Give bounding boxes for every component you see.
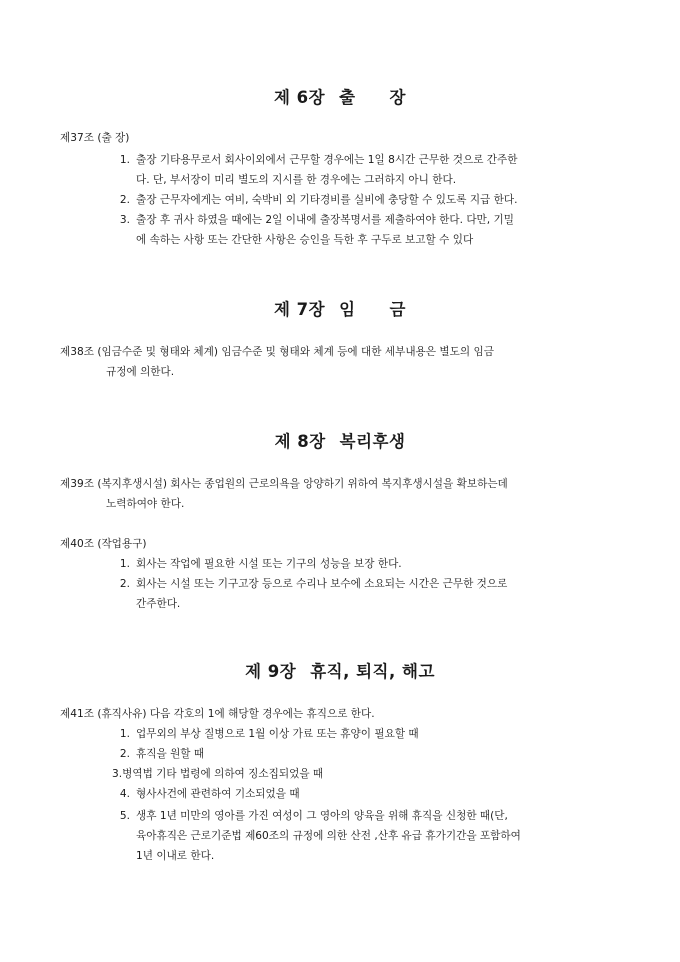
chapter-title-part: 장 [389,88,406,107]
item-text: 회사는 시설 또는 기구고장 등으로 수리나 보수에 소요되는 시간은 근무한 것으로 [136,578,508,590]
item-text-continued: 에 속하는 사항 또는 간단한 사항은 승인을 득한 후 구두로 보고할 수 있다 [136,234,474,246]
item-text: 업무외의 부상 질병으로 1월 이상 가료 또는 휴양이 필요할 때 [136,728,419,740]
item-text-continued: 간주한다. [136,598,181,610]
list-item [112,744,204,764]
item-number: 1. [119,728,130,740]
chapter-title: 휴직, 퇴직, 해고 [310,662,435,681]
item-number: 2. [119,194,130,206]
list-item [112,150,518,170]
chapter-9-heading [0,658,680,682]
item-text-continued: 다. 단, 부서장이 미리 별도의 지시를 한 경우에는 그러하지 아니 한다. [136,174,457,186]
chapter-number: 제 9장 [245,662,297,681]
item-number: 5. [119,810,130,822]
article-39-text: 제39조 (복지후생시설) 회사는 종업원의 근로의욕을 앙양하기 위하여 복지후생시설을 확보하는데 [60,478,508,490]
article-41-heading: 제41조 (휴직사유) 다음 각호의 1에 해당할 경우에는 휴직으로 한다. [60,708,375,720]
item-number: 1. [119,154,130,166]
item-text: 생후 1년 미만의 영아를 가진 여성이 그 영아의 양육을 위해 휴직을 신청한 때(단, [136,810,508,822]
list-item [112,554,402,574]
chapter-title: 복리후생 [339,432,406,451]
article-40-heading: 제40조 (작업용구) [60,538,147,550]
item-number: 3. [112,768,123,780]
article-38-text-continued: 규정에 의한다. [106,366,175,378]
list-item [112,190,517,210]
item-number: 2. [119,748,130,760]
item-text-continued: 육아휴직은 근로기준법 제60조의 규정에 의한 산전 ,산후 유급 휴가기간을 포함하여 [136,830,521,842]
item-text: 휴직을 원할 때 [136,748,205,760]
chapter-8-heading [0,428,680,452]
chapter-number: 제 7장 [273,300,326,319]
item-text: 형사사건에 관련하여 기소되었을 때 [136,788,300,800]
list-item [112,764,323,784]
article-38-text: 제38조 (임금수준 및 형태와 체계) 임금수준 및 형태와 체계 등에 대한 세부내용은 별도의 임금 [60,346,494,358]
item-text: 출장 근무자에게는 여비, 숙박비 외 기타경비를 실비에 충당할 수 있도록 지급 한다. [136,194,518,206]
item-text-continued: 1년 이내로 한다. [136,850,215,862]
list-item [112,210,514,230]
item-number: 3. [119,214,130,226]
chapter-7-heading [0,296,680,320]
chapter-title-part: 임 [339,300,356,319]
item-number: 4. [119,788,130,800]
item-text: 출장 후 귀사 하였을 때에는 2일 이내에 출장복명서를 제출하여야 한다. 다만, 기밀 [136,214,514,226]
article-39-text-continued: 노력하여야 한다. [106,498,185,510]
list-item [112,574,507,594]
item-text: 병역법 기타 법령에 의하여 징소집되었을 때 [122,768,324,780]
chapter-6-heading [0,84,680,108]
item-text: 회사는 작업에 필요한 시설 또는 기구의 성능을 보장 한다. [136,558,402,570]
item-number: 2. [119,578,130,590]
chapter-title-part: 출 [339,88,356,107]
list-item [112,724,419,744]
item-text: 출장 기타용무로서 회사이외에서 근무할 경우에는 1일 8시간 근무한 것으로 간주한 [136,154,518,166]
list-item [112,784,300,804]
chapter-title-part: 금 [389,300,406,319]
chapter-number: 제 8장 [274,432,326,451]
chapter-number: 제 6장 [273,88,326,107]
item-number: 1. [119,558,130,570]
article-37-heading: 제37조 (출 장) [60,132,130,144]
list-item [112,806,508,826]
